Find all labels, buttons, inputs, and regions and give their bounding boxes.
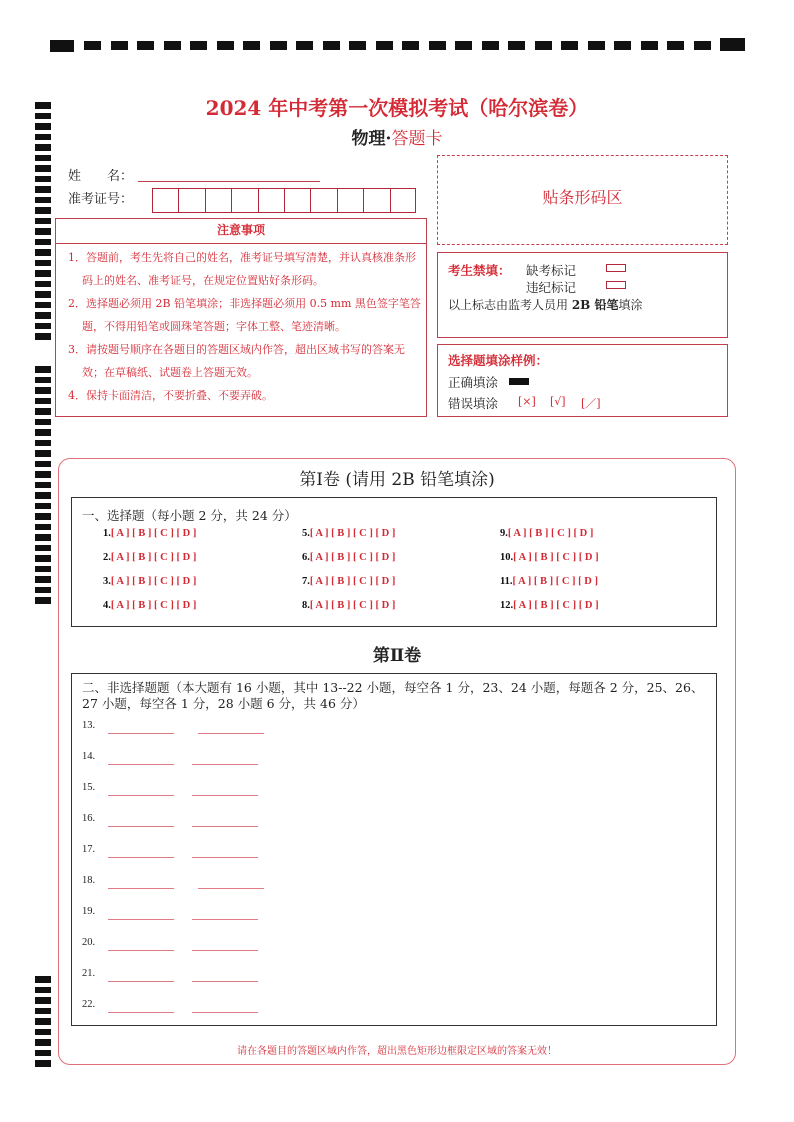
choice-question[interactable] [103,576,196,587]
timing-mark [455,41,472,50]
violation-label: 违纪标记 [526,280,577,295]
wrong-mark-x: [×] [518,395,536,408]
notice-title: 注意事项 [216,223,265,237]
answer-options[interactable]: [ A ] [ B ] [ C ] [ D ] [309,576,396,587]
timing-mark [35,270,51,277]
timing-mark [35,503,51,510]
violation-checkbox[interactable] [606,281,626,289]
answer-blank[interactable] [192,1012,258,1013]
answer-blank[interactable] [198,733,264,734]
timing-mark [35,312,51,319]
timing-mark [35,408,51,415]
timing-mark [35,576,51,583]
timing-mark [35,440,51,447]
timing-mark [35,566,51,573]
answer-blank[interactable] [192,981,258,982]
timing-mark [35,228,51,235]
barcode-area [437,155,728,245]
note-pre: 以上标志由监考人员用 [448,298,572,312]
filled-mark [509,378,529,385]
question-number: 6. [302,552,310,563]
timing-mark [720,38,745,51]
part1-title: 第Ⅰ卷 (请用 2B 铅笔填涂) [299,470,495,490]
notice-item: 3．请按题号顺序在各题目的答题区域内作答，超出区域书写的答案无效；在草稿纸、试题卷上答题无效。 [68,343,405,379]
non-choice-section-title: 二、非选择题题（本大题有 16 小题，其中 13--22 小题，每空各 1 分，23、24 小题，每题各 2 分，25、26、27 小题，每空各 1 分，28 小题 6 分，共 46 分） [82,680,704,711]
question-number: 17. [82,844,96,855]
timing-mark [508,41,525,50]
timing-mark [35,333,51,340]
timing-mark [349,41,366,50]
answer-options[interactable]: [ A ] [ B ] [ C ] [ D ] [513,600,599,611]
card-label: 答题卡 [391,129,443,149]
timing-mark [429,41,446,50]
answer-blank[interactable] [108,795,174,796]
question-number: 21. [82,968,96,979]
note-post: 填涂 [618,298,643,312]
choice-question[interactable] [302,528,395,539]
question-number: 19. [82,906,96,917]
question-number: 16. [82,813,96,824]
timing-mark [111,41,128,50]
timing-mark [35,513,51,520]
timing-mark [35,534,51,541]
answer-options[interactable]: [ A ] [ B ] [ C ] [ D ] [309,552,396,563]
timing-mark [35,555,51,562]
timing-mark [243,41,260,50]
timing-mark [35,419,51,426]
notice-body [55,243,427,417]
question-number: 22. [82,999,96,1010]
timing-mark [667,41,684,50]
subtitle [0,124,794,149]
question-number: 18. [82,875,96,886]
timing-mark [35,1018,51,1025]
timing-mark [35,976,51,983]
timing-mark [35,218,51,225]
question-number: 15. [82,782,96,793]
id-digit-box[interactable] [178,188,204,213]
answer-blank[interactable] [192,950,258,951]
sample-box [437,344,728,417]
timing-mark [35,1029,51,1036]
answer-blank[interactable] [108,857,174,858]
question-number: 20. [82,937,96,948]
timing-mark [35,155,51,162]
choice-question[interactable] [500,552,599,563]
answer-blank[interactable] [108,826,174,827]
choice-question[interactable] [500,576,598,587]
timing-mark [35,450,51,457]
choice-section-title: 一、选择题（每小题 2 分，共 24 分） [82,508,297,523]
question-number: 13. [82,720,96,731]
question-number: 14. [82,751,96,762]
timing-mark [614,41,631,50]
subject: 物理 [351,129,386,149]
id-digit-box[interactable] [310,188,336,213]
answer-blank[interactable] [108,981,174,982]
answer-blank[interactable] [192,919,258,920]
timing-mark [35,524,51,531]
timing-mark [694,41,711,50]
forbidden-note [448,296,643,313]
question-number: 7. [302,576,310,587]
timing-mark [402,41,419,50]
timing-mark [35,165,51,172]
note-bold: 2B 铅笔 [571,298,619,312]
timing-mark [561,41,578,50]
name-label: 姓 名： [68,169,134,184]
timing-mark [535,41,552,50]
choice-question[interactable] [302,600,395,611]
answer-blank[interactable] [108,888,174,889]
timing-mark [35,186,51,193]
answer-blank[interactable] [108,919,174,920]
id-digit-box[interactable] [284,188,310,213]
id-digit-box[interactable] [363,188,389,213]
timing-mark [35,366,51,373]
timing-mark [35,545,51,552]
timing-mark [270,41,287,50]
question-number: 4. [103,600,111,611]
timing-mark [35,1008,51,1015]
part2-title: 第Ⅱ卷 [372,646,422,666]
id-digit-box[interactable] [390,188,416,213]
timing-mark [35,587,51,594]
page-title: 2024 年中考第一次模拟考试（哈尔滨卷） [205,96,589,120]
timing-mark [35,597,51,604]
timing-mark [35,387,51,394]
timing-mark [35,377,51,384]
answer-blank[interactable] [108,733,174,734]
timing-mark [35,997,51,1004]
absent-checkbox[interactable] [606,264,626,272]
question-number: 1. [103,528,111,539]
question-number: 3. [103,576,111,587]
answer-blank[interactable] [192,795,258,796]
dot: · [385,129,392,149]
answer-options[interactable]: [ A ] [ B ] [ C ] [ D ] [110,576,197,587]
answer-options[interactable]: [ A ] [ B ] [ C ] [ D ] [110,552,197,563]
timing-mark [50,40,74,52]
forbidden-box [437,252,728,338]
timing-mark [217,41,234,50]
barcode-label: 贴条形码区 [542,188,623,207]
choice-question[interactable] [302,576,395,587]
absent-label: 缺考标记 [526,263,577,278]
id-digit-box[interactable] [337,188,363,213]
timing-mark [35,492,51,499]
id-digit-box[interactable] [258,188,284,213]
forbidden-label: 考生禁填： [448,263,511,278]
wrong-label: 错误填涂 [448,396,499,411]
question-number: 8. [302,600,310,611]
notice-item: 1．答题前，考生先将自己的姓名，准考证号填写清楚，并认真核准条形码上的姓名、准考证号，在规定位置贴好条形码。 [68,251,416,287]
timing-mark [35,429,51,436]
timing-mark [190,41,207,50]
timing-mark [137,41,154,50]
notice-item: 4．保持卡面清洁，不要折叠、不要弄破。 [68,389,273,402]
timing-mark [588,41,605,50]
answer-options[interactable]: [ A ] [ B ] [ C ] [ D ] [513,552,599,563]
answer-blank[interactable] [198,888,264,889]
choice-question[interactable] [103,552,196,563]
timing-mark [296,41,313,50]
answer-options[interactable]: [ A ] [ B ] [ C ] [ D ] [309,528,396,539]
timing-mark [35,207,51,214]
correct-label: 正确填涂 [448,375,499,390]
timing-mark [35,323,51,330]
question-number: 10. [500,552,514,563]
choice-question[interactable] [302,552,395,563]
sample-title: 选择题填涂样例： [448,353,549,368]
choice-question[interactable] [103,528,196,539]
question-number: 2. [103,552,111,563]
answer-options[interactable]: [ A ] [ B ] [ C ] [ D ] [507,528,594,539]
wrong-mark-check: [√] [550,395,566,408]
wrong-mark-slash: [／] [581,397,601,410]
footer-note: 请在各题目的答题区域内作答，超出黑色矩形边框限定区域的答案无效！ [237,1046,557,1057]
timing-mark [35,291,51,298]
answer-blank[interactable] [192,826,258,827]
timing-mark [35,260,51,267]
answer-blank[interactable] [108,950,174,951]
timing-mark [35,1060,51,1067]
timing-mark [35,281,51,288]
timing-mark [164,41,181,50]
timing-mark [35,239,51,246]
id-digit-box[interactable] [205,188,231,213]
timing-mark [641,41,658,50]
id-digit-box[interactable] [231,188,257,213]
timing-mark [323,41,340,50]
answer-options[interactable]: [ A ] [ B ] [ C ] [ D ] [110,528,197,539]
notice-item: 2．选择题必须用 2B 铅笔填涂；非选择题必须用 0.5 mm 黑色签字笔答题，不得用铅笔或圆珠笔答题；字体工整、笔迹清晰。 [68,297,421,333]
choice-question[interactable] [500,528,593,539]
timing-mark [35,176,51,183]
question-number: 5. [302,528,310,539]
answer-blank[interactable] [108,764,174,765]
notice-header [55,218,427,244]
answer-blank[interactable] [192,764,258,765]
answer-blank[interactable] [108,1012,174,1013]
timing-mark [35,302,51,309]
name-field[interactable] [138,181,320,182]
choice-question[interactable] [103,600,196,611]
choice-question[interactable] [500,600,599,611]
timing-mark [35,987,51,994]
question-number: 11. [500,576,513,587]
timing-mark [35,398,51,405]
timing-mark [376,41,393,50]
timing-mark [35,249,51,256]
question-number: 9. [500,528,508,539]
timing-mark [84,41,101,50]
answer-options[interactable]: [ A ] [ B ] [ C ] [ D ] [110,600,197,611]
id-label: 准考证号： [68,192,134,207]
answer-options[interactable]: [ A ] [ B ] [ C ] [ D ] [512,576,598,587]
question-number: 12. [500,600,514,611]
non-choice-section [71,673,717,1026]
timing-mark [35,197,51,204]
timing-mark [482,41,499,50]
answer-blank[interactable] [192,857,258,858]
id-digit-box[interactable] [152,188,178,213]
answer-options[interactable]: [ A ] [ B ] [ C ] [ D ] [309,600,396,611]
